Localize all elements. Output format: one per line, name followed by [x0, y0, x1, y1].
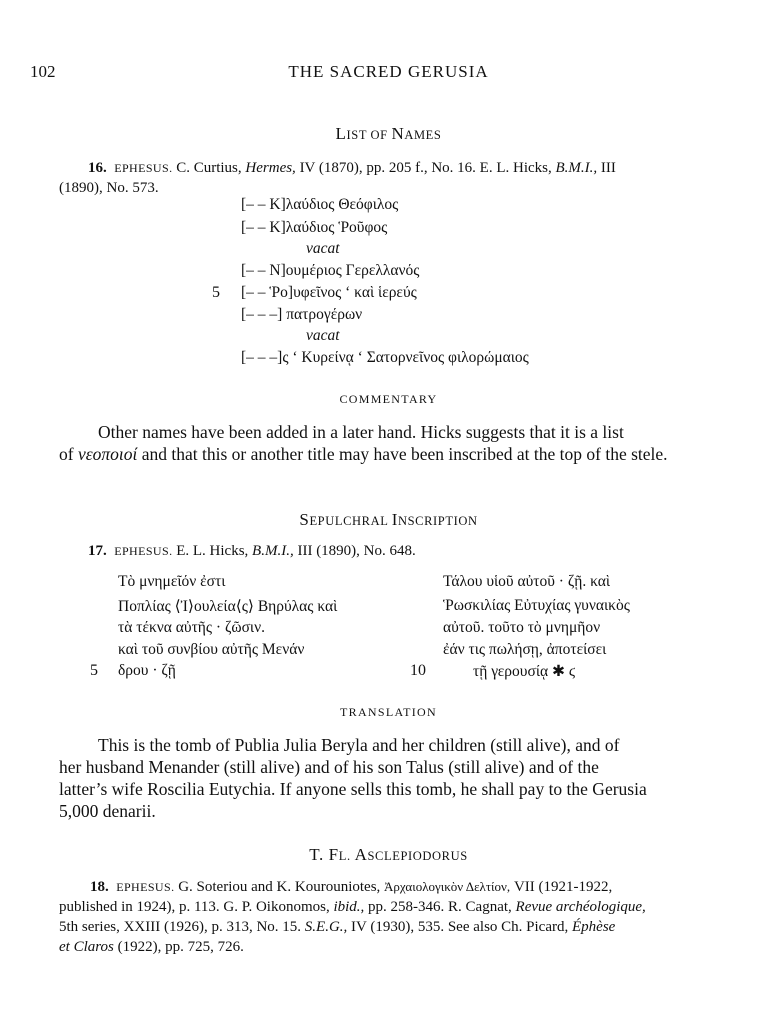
inscription-line: Ῥωσκιλίας Εὐτυχίας γυναικὸς	[443, 597, 630, 614]
section-title-list-of-names: LIST OF NAMES	[335, 124, 442, 143]
inscription-line: Τάλου υἱοῦ αὐτοῦ · ζῇ. καὶ	[443, 573, 611, 590]
inscription-line: [– – Κ]λαύδιος Θεόφιλος	[241, 196, 399, 213]
entry-16-citation-line2: (1890), No. 573.	[59, 180, 159, 196]
entry-16-citation-line1: 16. EPHESUS. C. Curtius, Hermes, IV (1870), pp. 205 f., No. 16. E. L. Hicks, B.M.I., III	[88, 160, 616, 176]
section-title-asclepiodorus: T. FL. ASCLEPIODORUS	[309, 845, 468, 864]
inscription-line: τὰ τέκνα αὐτῆς · ζῶσιν.	[118, 619, 265, 636]
line-number: 10	[410, 662, 426, 679]
inscription-line: [– – –]ς ‘ Κυρείνᾳ ‘ Σατορνεῖνος φιλορώμαιος	[241, 349, 529, 366]
inscription-line: Τὸ μνημεῖόν ἐστι	[118, 573, 226, 590]
inscription-line: τῇ γερουσίᾳ ✱ ϛ	[473, 663, 576, 680]
entry-place: EPHESUS.	[114, 544, 173, 558]
inscription-line: αὐτοῦ. τοῦτο τὸ μνημῆον	[443, 619, 601, 636]
inscription-vacat: vacat	[306, 327, 340, 344]
translation-line: 5,000 denarii.	[59, 801, 156, 821]
inscription-vacat: vacat	[306, 240, 340, 257]
line-number: 5	[90, 662, 98, 679]
page-number: 102	[30, 62, 56, 81]
translation-line: latter’s wife Roscilia Eutychia. If anyone sells this tomb, he shall pay to the Gerusia	[59, 779, 647, 799]
translation-line: This is the tomb of Publia Julia Beryla and her children (still alive), and of	[98, 735, 620, 755]
entry-number: 17.	[88, 543, 107, 559]
inscription-line: [– – Κ]λαύδιος Ῥοῦφος	[241, 219, 388, 236]
translation-heading: TRANSLATION	[340, 705, 437, 719]
inscription-line: [– – Ν]ουμέριος Γερελλανός	[241, 262, 420, 279]
inscription-line: ἐάν τις πωλήσῃ, ἀποτείσει	[443, 641, 607, 658]
entry-18-citation-line4: et Claros (1922), pp. 725, 726.	[59, 939, 244, 955]
commentary-line1: Other names have been added in a later hand. Hicks suggests that it is a list	[98, 422, 624, 442]
translation-line: her husband Menander (still alive) and of his son Talus (still alive) and of the	[59, 757, 599, 777]
entry-number: 18.	[90, 879, 109, 895]
commentary-heading: COMMENTARY	[339, 392, 438, 406]
entry-place: EPHESUS.	[114, 161, 173, 175]
inscription-line: Ποπλίας ⟨Ἰ⟩ουλεία⟨ς⟩ Βηρύλας καὶ	[118, 598, 338, 615]
entry-place: EPHESUS.	[116, 880, 175, 894]
entry-18-citation-line3: 5th series, XXIII (1926), p. 313, No. 15. S.E.G., IV (1930), 535. See also Ch. Picard, Éphèse	[59, 919, 616, 935]
inscription-line: [– – –] πατρογέρων	[241, 306, 363, 323]
entry-18-citation-line1: 18. EPHESUS. G. Soteriou and K. Kourouniotes, Ἀρχαιολογικὸν Δελτίον, VII (1921-1922,	[90, 879, 613, 895]
entry-number: 16.	[88, 160, 107, 176]
running-title: THE SACRED GERUSIA	[288, 62, 489, 81]
entry-18-citation-line2: published in 1924), p. 113. G. P. Oikonomos, ibid., pp. 258-346. R. Cagnat, Revue archéologique,	[59, 899, 646, 915]
inscription-line: δρου · ζῇ	[118, 662, 176, 679]
inscription-line: [– – Ῥο]υφεῖνος ‘ καὶ ἱερεύς	[241, 284, 417, 301]
inscription-line: καὶ τοῦ συνβίου αὐτῆς Μενάν	[118, 641, 305, 658]
commentary-line2: of νεοποιοί and that this or another title may have been inscribed at the top of the stele.	[59, 444, 668, 464]
section-title-sepulchral-inscription: SEPULCHRAL INSCRIPTION	[299, 510, 478, 529]
entry-17-citation: 17. EPHESUS. E. L. Hicks, B.M.I., III (1890), No. 648.	[88, 543, 416, 559]
line-number: 5	[212, 284, 220, 301]
